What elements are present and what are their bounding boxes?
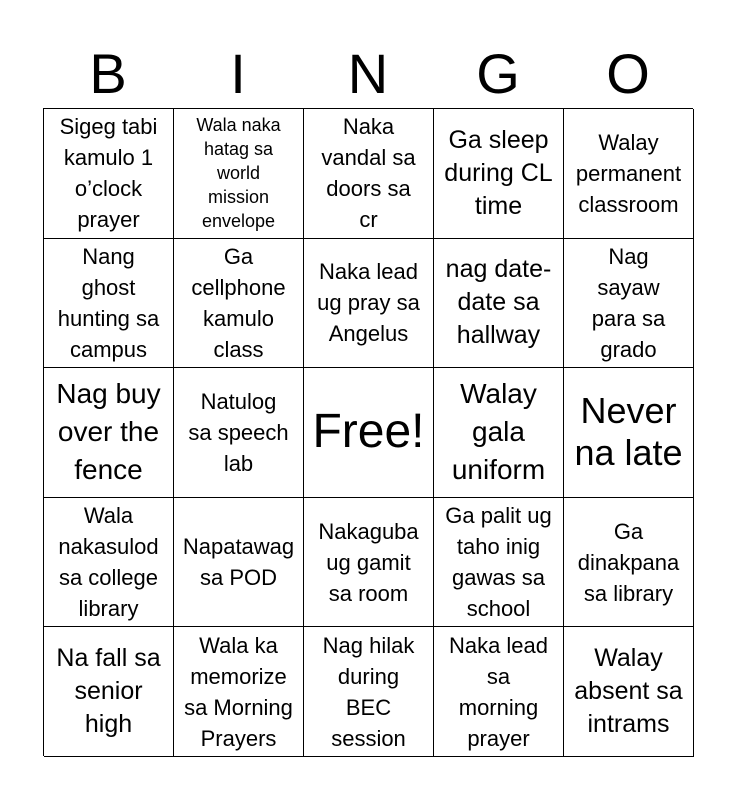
bingo-cell-r2-c5[interactable] xyxy=(564,239,694,369)
cell-text: Naka lead ug pray sa Angelus xyxy=(317,259,420,347)
cell-text: Wala nakasulod sa college library xyxy=(58,503,159,622)
bingo-board xyxy=(43,108,693,756)
cell-text: Naka lead sa morning prayer xyxy=(448,632,549,751)
bingo-cell-r5-c2[interactable] xyxy=(174,627,304,757)
bingo-cell-r3-c1[interactable] xyxy=(44,368,174,498)
bingo-cell-r5-c1[interactable] xyxy=(44,627,174,757)
bingo-cell-r4-c5[interactable] xyxy=(564,498,694,628)
bingo-cell-r1-c5[interactable] xyxy=(564,109,694,239)
bingo-cell-r4-c2[interactable] xyxy=(174,498,304,628)
bingo-cell-r2-c2[interactable] xyxy=(174,239,304,369)
bingo-cell-r4-c1[interactable] xyxy=(44,498,174,628)
bingo-cell-r1-c4[interactable] xyxy=(434,109,564,239)
bingo-cell-r3-c4[interactable] xyxy=(434,368,564,498)
cell-text: Nang ghost hunting sa campus xyxy=(57,243,160,362)
cell-text: Wala ka memorize sa Morning Prayers xyxy=(184,632,293,751)
header-letter-n: N xyxy=(347,42,389,105)
bingo-cell-r5-c3[interactable] xyxy=(304,627,434,757)
cell-text: Ga sleep during CL time xyxy=(444,125,553,220)
bingo-cell-r4-c3[interactable] xyxy=(304,498,434,628)
bingo-cell-r5-c4[interactable] xyxy=(434,627,564,757)
cell-text: Nag buy over the fence xyxy=(56,378,161,486)
cell-text: Napatawag sa POD xyxy=(182,534,295,591)
bingo-cell-r3-c5[interactable] xyxy=(564,368,694,498)
bingo-cell-r3-c2[interactable] xyxy=(174,368,304,498)
cell-text: Walay absent sa intrams xyxy=(574,644,683,739)
cell-text: Ga dinakpana sa library xyxy=(577,518,680,606)
free-space[interactable] xyxy=(304,368,434,498)
cell-text: Walay gala uniform xyxy=(451,378,546,486)
cell-text: Ga palit ug taho inig gawas sa school xyxy=(445,503,552,622)
header-letter-o: O xyxy=(606,42,650,105)
header-letter-g: G xyxy=(476,42,520,105)
bingo-cell-r1-c2[interactable] xyxy=(174,109,304,239)
bingo-header xyxy=(43,40,693,108)
bingo-cell-r5-c5[interactable] xyxy=(564,627,694,757)
cell-text: Nag hilak during BEC session xyxy=(322,632,415,751)
cell-text: Never na late xyxy=(574,390,683,474)
header-letter-b: B xyxy=(89,42,127,105)
cell-text: Naka vandal sa doors sa cr xyxy=(321,114,416,233)
bingo-cell-r2-c3[interactable] xyxy=(304,239,434,369)
cell-text: Natulog sa speech lab xyxy=(188,388,289,476)
cell-text: Wala naka hatag sa world mission envelope xyxy=(196,115,281,232)
bingo-cell-r4-c4[interactable] xyxy=(434,498,564,628)
bingo-cell-r2-c1[interactable] xyxy=(44,239,174,369)
bingo-cell-r2-c4[interactable] xyxy=(434,239,564,369)
cell-text: Ga cellphone kamulo class xyxy=(191,243,286,362)
cell-text: Nakaguba ug gamit sa room xyxy=(318,518,419,606)
cell-text: Walay permanent classroom xyxy=(575,129,682,217)
cell-text: Sigeg tabi kamulo 1 o’clock prayer xyxy=(59,114,158,233)
cell-text: Na fall sa senior high xyxy=(56,644,161,739)
header-letter-i: I xyxy=(230,42,246,105)
cell-text: nag date- date sa hallway xyxy=(445,255,552,350)
bingo-cell-r1-c1[interactable] xyxy=(44,109,174,239)
free-space-label: Free! xyxy=(312,405,425,459)
cell-text: Nag sayaw para sa grado xyxy=(591,243,666,362)
bingo-cell-r1-c3[interactable] xyxy=(304,109,434,239)
